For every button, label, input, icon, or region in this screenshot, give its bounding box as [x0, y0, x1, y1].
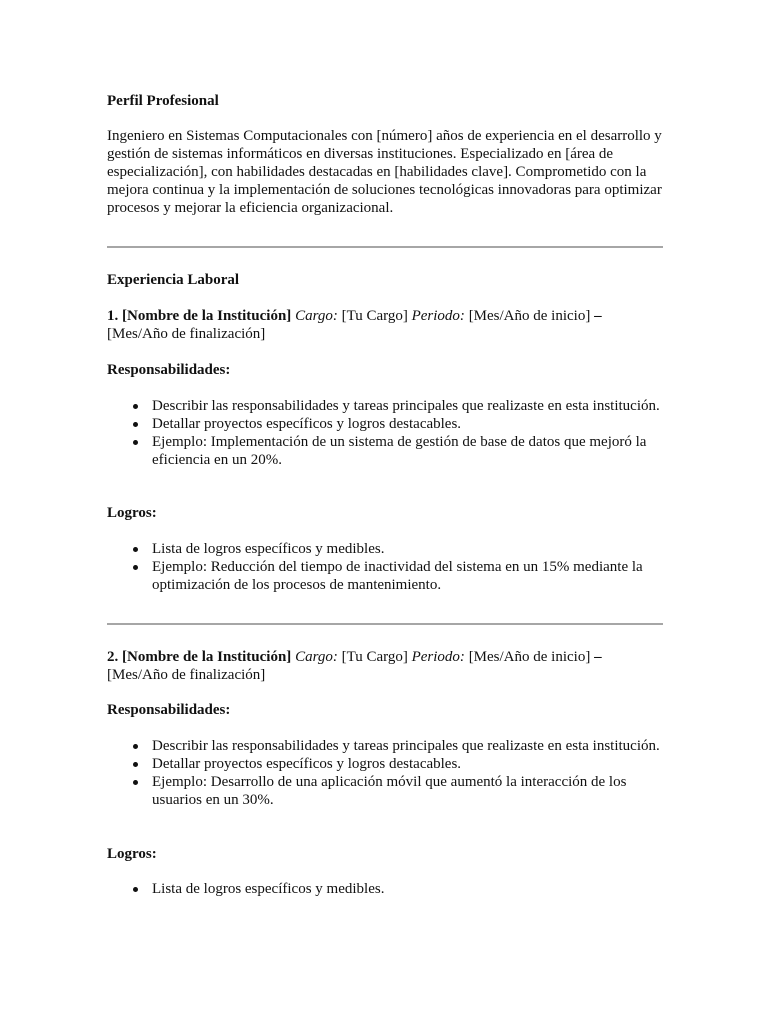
section-divider: [107, 246, 663, 248]
list-item: Detallar proyectos específicos y logros destacables.: [107, 415, 663, 433]
job-institution: 1. [Nombre de la Institución]: [107, 308, 292, 324]
list-item: Lista de logros específicos y medibles.: [107, 880, 663, 898]
job-header: [107, 648, 663, 684]
profile-summary: Ingeniero en Sistemas Computacionales con [número] años de experiencia en el desarrollo y gestión de sistemas informáticos en diversas instituciones. Especializado en [área de especialización], con habilidades destacadas en [habilidades clave]. Comprometido con la mejora continua y la implementación de soluciones tecnológicas innovadoras para optimizar procesos y mejorar la eficiencia organizacional.: [107, 128, 662, 216]
achievements-list: [107, 880, 663, 898]
job-periodo-end: [Mes/Año de finalización]: [107, 667, 266, 683]
job-periodo-dash: –: [594, 308, 602, 324]
achievements-list: [107, 540, 663, 594]
job-cargo-value: [Tu Cargo]: [341, 649, 408, 665]
responsibilities-list: [107, 737, 663, 809]
responsibilities-list: [107, 397, 663, 469]
responsibilities-title: Responsabilidades:: [107, 702, 231, 718]
job-periodo-label: Periodo:: [411, 649, 465, 665]
profile-title: Perfil Profesional: [107, 93, 219, 109]
list-item: Ejemplo: Desarrollo de una aplicación móvil que aumentó la interacción de los usuarios en un 30%.: [107, 773, 663, 809]
job-periodo-label: Periodo:: [411, 308, 465, 324]
job-periodo-dash: –: [594, 649, 602, 665]
section-divider: [107, 623, 663, 625]
list-item: Ejemplo: Implementación de un sistema de gestión de base de datos que mejoró la eficiencia en un 20%.: [107, 433, 663, 469]
job-cargo-label: Cargo:: [295, 308, 338, 324]
achievements-title: Logros:: [107, 505, 157, 521]
job-periodo-start: [Mes/Año de inicio]: [468, 649, 591, 665]
experience-title: Experiencia Laboral: [107, 272, 240, 288]
list-item: Ejemplo: Reducción del tiempo de inactividad del sistema en un 15% mediante la optimización de los procesos de mantenimiento.: [107, 558, 663, 594]
list-item: Lista de logros específicos y medibles.: [107, 540, 663, 558]
job-cargo-value: [Tu Cargo]: [341, 308, 408, 324]
job-institution: 2. [Nombre de la Institución]: [107, 649, 292, 665]
responsibilities-title: Responsabilidades:: [107, 362, 231, 378]
job-header: [107, 307, 663, 343]
job-periodo-start: [Mes/Año de inicio]: [468, 308, 591, 324]
list-item: Describir las responsabilidades y tareas principales que realizaste en esta institución.: [107, 737, 663, 755]
list-item: Detallar proyectos específicos y logros destacables.: [107, 755, 663, 773]
job-cargo-label: Cargo:: [295, 649, 338, 665]
job-periodo-end: [Mes/Año de finalización]: [107, 326, 266, 342]
achievements-title: Logros:: [107, 846, 157, 862]
list-item: Describir las responsabilidades y tareas principales que realizaste en esta institución.: [107, 397, 663, 415]
